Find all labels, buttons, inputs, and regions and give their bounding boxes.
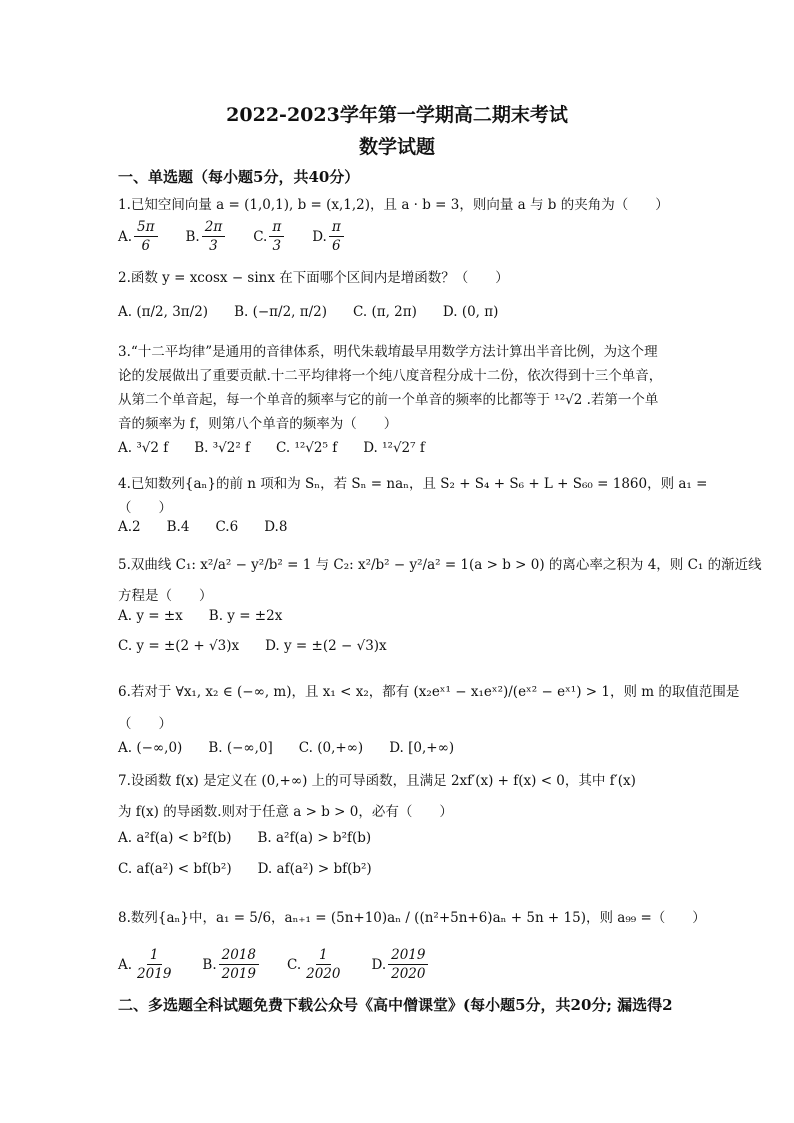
question-3-line-4: 音的频率为 f，则第八个单音的频率为（ ）: [118, 416, 398, 432]
option-c: C. (π, 2π): [353, 304, 417, 320]
question-4-options: [118, 519, 313, 535]
question-5-line-2: 方程是（ ）: [118, 588, 213, 604]
option-d: D. $\frac{\pi}{6}$: [312, 218, 346, 255]
question-6-line-2: （ ）: [118, 716, 172, 732]
option-b: B. a²f(a) > b²f(b): [257, 830, 372, 846]
question-4-line-1: 4.已知数列{aₙ}的前 n 项和为 Sₙ，若 Sₙ = naₙ，且 S₂ + S₄ + S₆ + L + S₆₀ = 1860，则 a₁ =: [118, 476, 708, 492]
option-c: C. af(a²) < bf(b²): [118, 861, 232, 877]
question-1-options: [118, 218, 372, 255]
option-b: B.4: [166, 519, 190, 535]
option-b: B. ³√2² f: [194, 440, 251, 456]
question-6-line-1: 6.若对于 ∀x₁, x₂ ∈ (−∞, m)，且 x₁ < x₂，都有 (x₂eˣ¹ − x₁eˣ²)/(eˣ² − eˣ¹) > 1，则 m 的取值范围是: [118, 684, 740, 700]
option-b: B. y = ±2x: [208, 608, 283, 624]
option-c: C. (0,+∞): [298, 740, 364, 756]
option-d: D. $\frac{2019}{2020}$: [371, 946, 430, 983]
option-b: B. $\frac{2\pi}{3}$: [186, 218, 228, 255]
question-6-options: [118, 740, 480, 756]
option-a: A. y = ±x: [118, 608, 183, 624]
question-5-options-row-2: [118, 638, 413, 654]
section-heading-multiple-choice: 二、多选题全科试题免费下载公众号《高中僧课堂》(每小题5分，共20分; 漏选得2: [118, 996, 673, 1014]
question-2-options: [118, 304, 524, 320]
option-c: C. $\frac{\pi}{3}$: [253, 218, 286, 255]
question-5-line-1: 5.双曲线 C₁: x²/a² − y²/b² = 1 与 C₂: x²/b² − y²/a² = 1(a > b > 0) 的离心率之积为 4，则 C₁ 的渐近线: [118, 557, 762, 573]
option-d: D.8: [264, 519, 288, 535]
question-3-options: [118, 440, 451, 456]
question-7-options-row-1: [118, 830, 397, 846]
exam-subtitle: 数学试题: [358, 136, 435, 158]
question-7-options-row-2: [118, 861, 398, 877]
option-d: D. ¹²√2⁷ f: [363, 440, 425, 456]
option-a: A. $\frac{5\pi}{6}$: [118, 218, 160, 255]
option-b: B. $\frac{2018}{2019}$: [202, 946, 261, 983]
option-d: D. (0, π): [442, 304, 499, 320]
question-8-options: [118, 946, 456, 983]
question-8-line-1: 8.数列{aₙ}中，a₁ = 5/6，aₙ₊₁ = (5n+10)aₙ / ((n²+5n+6)aₙ + 5n + 15)，则 a₉₉ =（ ）: [118, 910, 706, 926]
option-d: D. y = ±(2 − √3)x: [265, 638, 387, 654]
option-d: D. af(a²) > bf(b²): [257, 861, 372, 877]
option-a: A. (π/2, 3π/2): [118, 304, 209, 320]
option-a: A. ³√2 f: [118, 440, 169, 456]
option-a: A.2: [118, 519, 141, 535]
question-3-line-2: 论的发展做出了重要贡献.十二平均律将一个纯八度音程分成十二份，依次得到十三个单音，: [118, 368, 663, 384]
question-5-options-row-1: [118, 608, 308, 624]
option-a: A. a²f(a) < b²f(b): [118, 830, 232, 846]
option-d: D. [0,+∞): [389, 740, 455, 756]
option-c: C. y = ±(2 + √3)x: [118, 638, 240, 654]
option-a: A. $\frac{1}{2019}$: [118, 947, 172, 982]
option-c: C.6: [215, 519, 239, 535]
option-c: C. ¹²√2⁵ f: [276, 440, 338, 456]
option-c: C. $\frac{1}{2020}$: [286, 947, 341, 982]
exam-title: 2022-2023学年第一学期高二期末考试: [226, 104, 568, 126]
question-7-line-1: 7.设函数 f(x) 是定义在 (0,+∞) 上的可导函数，且满足 2xf′(x) + f(x) < 0，其中 f′(x): [118, 773, 636, 789]
question-3-line-3: 从第二个单音起，每一个单音的频率与它的前一个单音的频率的比都等于 ¹²√2 .若第一个单: [118, 392, 659, 408]
question-3-line-1: 3.“十二平均律”是通用的音律体系，明代朱载堉最早用数学方法计算出半音比例，为这个理: [118, 344, 658, 360]
option-a: A. (−∞,0): [118, 740, 183, 756]
question-2-stem: 2.函数 y = xcosx − sinx 在下面哪个区间内是增函数？（ ）: [118, 270, 509, 286]
section-heading-single-choice: 一、单选题（每小题5分，共40分）: [118, 168, 360, 186]
question-1-stem: 1.已知空间向量 a = (1,0,1), b = (x,1,2)，且 a · b = 3，则向量 a 与 b 的夹角为（ ）: [118, 197, 669, 213]
question-7-line-2: 为 f(x) 的导函数.则对于任意 a > b > 0，必有（ ）: [118, 804, 453, 820]
question-4-line-2: （ ）: [118, 500, 172, 516]
option-b: B. (−∞,0]: [208, 740, 273, 756]
option-b: B. (−π/2, π/2): [234, 304, 328, 320]
